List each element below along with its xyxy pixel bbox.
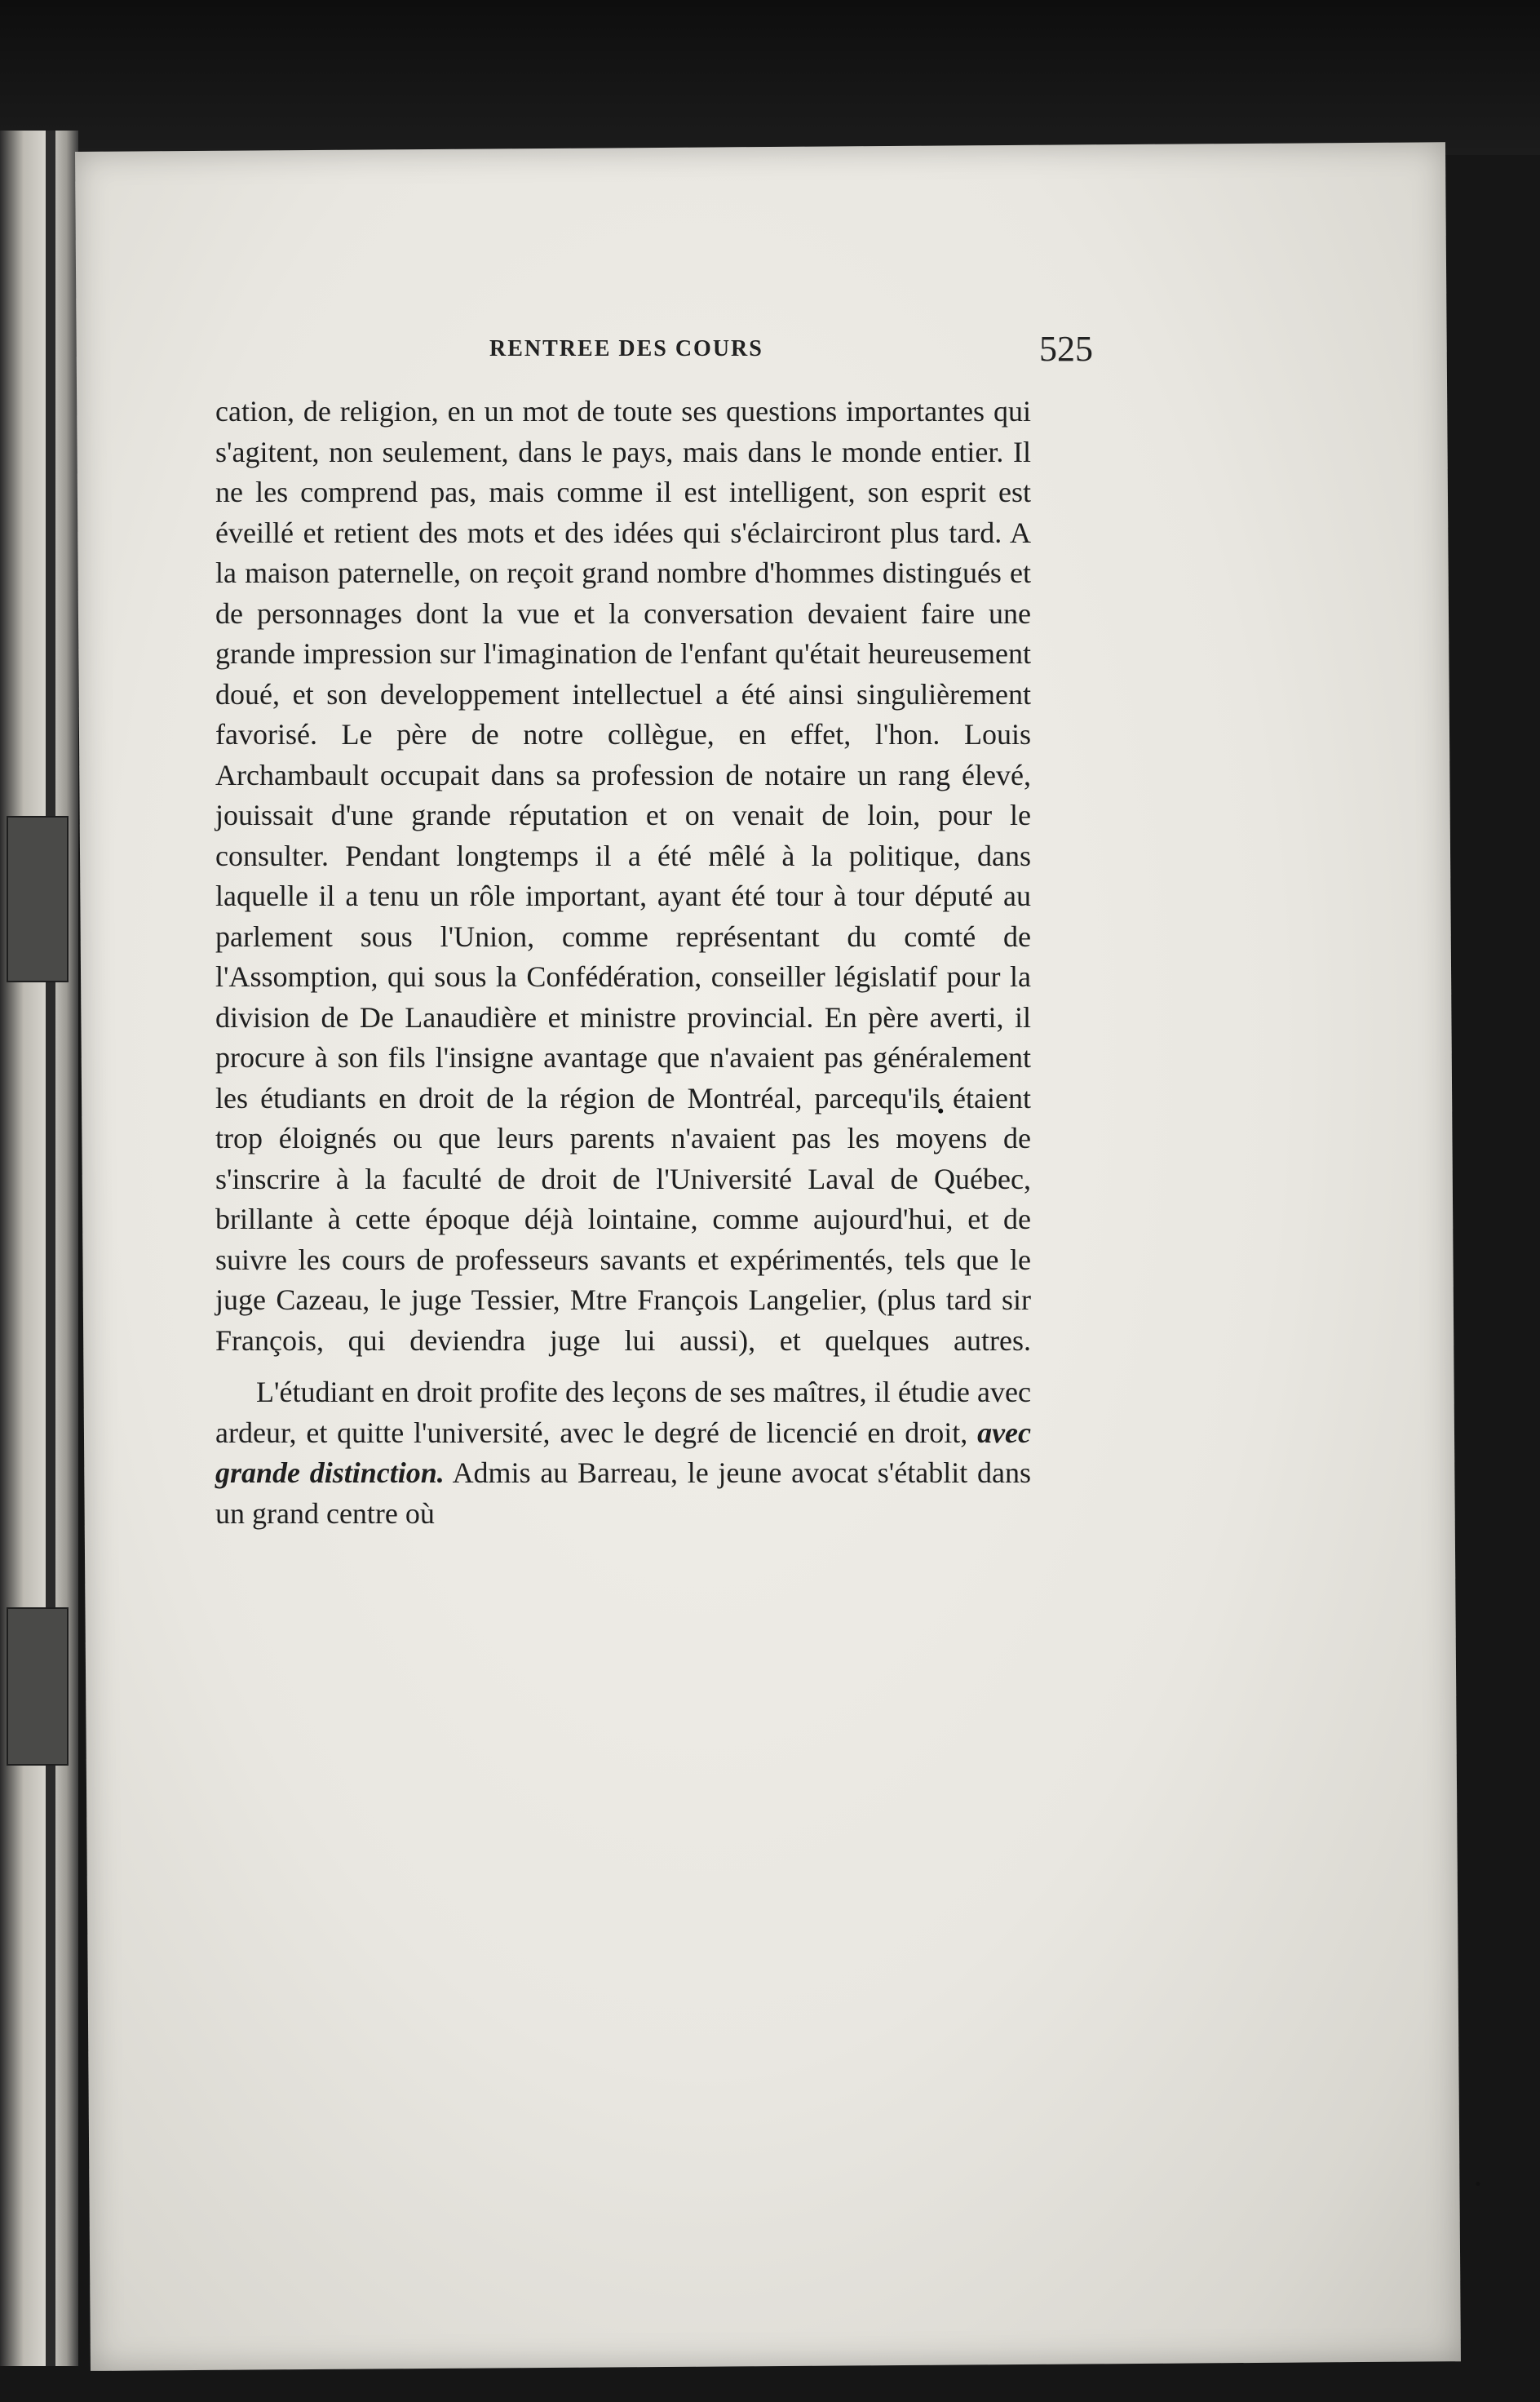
binding-tape-upper	[7, 816, 69, 982]
paragraph-2-text-after: Admis au Barreau, le jeune avocat s'établit dans un grand centre où	[215, 1456, 1031, 1530]
paragraph-2	[215, 1372, 1031, 1534]
facing-page-edge	[0, 131, 78, 2366]
binding-tape-lower	[7, 1607, 69, 1766]
paragraph-1: cation, de religion, en un mot de toute ses questions importantes qui s'agitent, non seulement, dans le pays, mais dans le monde entier. Il ne les comprend pas, mais comme il est intelligent, son esprit est éveillé et retient des mots et des idées qui s'éclairciront plus tard. A la maison paternelle, on reçoit grand nombre d'hommes distingués et de personnages dont la vue et la conversation devaient faire une grande impression sur l'imagination de l'enfant qu'était heureusement doué, et son developpement intellectuel a été ainsi singulièrement favorisé. Le père de notre collègue, en effet, l'hon. Louis Archambault occupait dans sa profession de notaire un rang élevé, jouissait d'une grande réputation et on venait de loin, pour le consulter. Pendant longtemps il a été mêlé à la politique, dans laquelle il a tenu un rôle important, ayant été tour à tour député au parlement sous l'Union, comme représentant du comté de l'Assomption, qui sous la Confédération, conseiller législatif pour la division de De Lanaudière et ministre provincial. En père averti, il procure à son fils l'insigne avantage que n'avaient pas généralement les étudiants en droit de la région de Montréal, parcequ'ils étaient trop éloignés ou que leurs parents n'avaient pas les moyens de s'inscrire à la faculté de droit de l'Université Laval de Québec, brillante à cette époque déjà lointaine, comme aujourd'hui, et de suivre les cours de professeurs savants et expérimentés, tels que le juge Cazeau, le juge Tessier, Mtre François Langelier, (plus tard sir François, qui deviendra juge lui aussi), et quelques autres.	[215, 395, 1031, 1357]
body-text	[215, 392, 1031, 1534]
binding-spine	[46, 131, 55, 2366]
page-number: 525	[1039, 329, 1093, 369]
paragraph-2-text-before: L'étudiant en droit profite des leçons de ses maîtres, il étudie avec ardeur, et quitte l'université, avec le degré de licencié en droit,	[215, 1376, 1031, 1449]
speck	[1476, 2182, 1480, 2186]
film-edge	[0, 0, 1540, 155]
paragraph-2-emphasis: avec grande distinction.	[215, 1416, 1031, 1489]
running-title: RENTREE DES COURS	[489, 336, 763, 361]
page-header	[489, 331, 1093, 380]
